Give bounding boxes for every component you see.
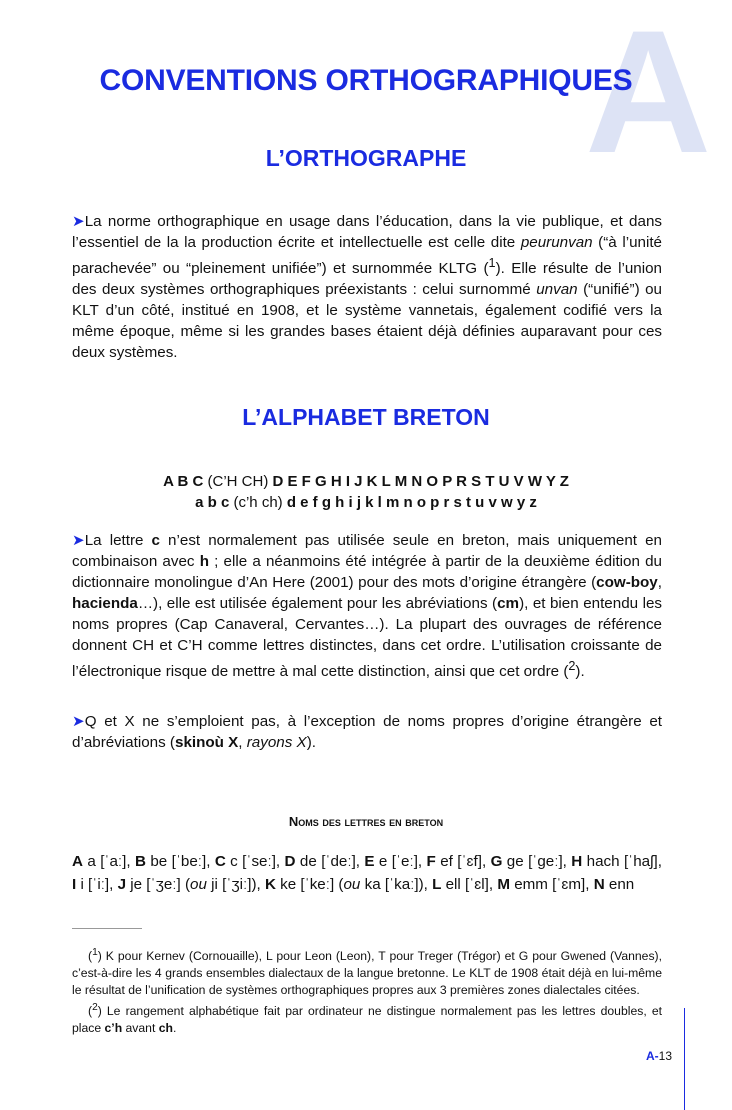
letter-name-item: E e [ˈeː], [364,853,427,870]
letter-name-item: A a [ˈaː], [72,853,135,870]
paragraph-q-x: ➤Q et X ne s’emploient pas, à l’exception de noms propres d’origine étrangère et d’abréviations (skinoù X, rayons X). [72,713,662,751]
letter-name-item: N enn [593,876,635,893]
subsection-heading: Noms des lettres en breton [288,814,444,829]
arrow-icon: ➤ [72,713,85,730]
paragraph-letter-c: ➤La lettre c n’est normalement pas utilisée seule en breton, mais uniquement en combinaison avec h ; elle a néanmoins été intégrée à partir de la deuxième édition du dictionnaire monolingue d’An Here (2001) pour des mots d’origine étrangère (cow-boy, hacienda…), elle est utilisée également pour les abréviations (cm), et bien entendu les noms propres (Cap Canaveral, Cervantes…). La plupart des ouvrages de référence donnent CH et C’H comme lettres distinctes, dans cet ordre. L’utilisation croissante de l’électronique risque de mettre à mal cette distinction, ainsi que cet ordre ($^2$). [72,532,662,681]
letter-name-item: H hach [ˈhaʃ], [571,853,662,870]
footnote-2: ($^2$) Le rangement alphabétique fait par ordinateur ne distingue normalement pas les lettres doubles, et place c’h avant ch. [72,1002,662,1036]
arrow-icon: ➤ [72,213,85,230]
footnotes [72,944,662,1037]
page-number: A-13 [645,1049,672,1063]
footnote-ref-2[interactable]: 2 [568,659,576,673]
corner-letter: A [585,0,712,190]
letter-name-item: C c [ˈseː], [214,853,285,870]
letter-name-item: B be [ˈbeː], [134,853,215,870]
arrow-icon: ➤ [72,532,85,549]
letter-name-item: D de [ˈdeː], [284,853,365,870]
letter-name-item: F ef [ˈɛf], [426,853,491,870]
letter-name-item: K ke [ˈkeː] (ou ka [ˈkaː]), [264,876,433,893]
letter-name-item: M emm [ˈɛm], [497,876,594,893]
letter-name-item: L ell [ˈɛl], [432,876,498,893]
page-title: CONVENTIONS ORTHOGRAPHIQUES [99,64,633,97]
letter-names-list [72,850,662,896]
letter-name-item: J je [ˈʒeː] (ou ji [ˈʒiː]), [117,876,265,893]
footnote-divider [72,928,142,929]
letter-name-item: I i [ˈiː], [72,876,118,893]
section-heading-alphabet: L’ALPHABET BRETON [242,404,490,430]
footnote-ref-1[interactable]: 1 [488,256,496,270]
footnote-1: ($^1$) K pour Kernev (Cornouaille), L pour Leon (Leon), T pour Treger (Trégor) et G pour Gwened (Vannes), c’est-à-dire les 4 grands ensembles dialectaux de la langue bretonne. Le KLT de 1908 était déjà en lui-même le résultat de l’unification de systèmes orthographiques propres aux 3 premières zones dialectales citées. [72,947,662,998]
alphabet-uppercase: A B C (C’H CH) D E F G H I J K L M N O P R S T U V W Y Z [163,473,569,490]
letter-name-item: G ge [ˈgeː], [490,853,572,870]
alphabet-lowercase: a b c (c’h ch) d e f g h i j k l m n o p r s t u v w y z [195,494,537,511]
paragraph-orthographe: ➤La norme orthographique en usage dans l’éducation, dans la vie publique, et dans l’essentiel de la la production écrite et intellectuelle est celle dite peurunvan (“à l’unité parachevée” ou “pleinement unifiée”) et surnommée KLTG ($^1$). Elle résulte de l’union des deux systèmes orthographiques préexistants : celui surnommé unvan (“unifié”) ou KLT d’un côté, institué en 1908, et le système vannetais, également codifié vers la même époque, même si les grandes bases étaient déjà définies auparavant pour ces deux systèmes. [72,213,662,362]
margin-rule [684,1008,685,1110]
section-heading-orthographe: L’ORTHOGRAPHE [265,145,467,171]
